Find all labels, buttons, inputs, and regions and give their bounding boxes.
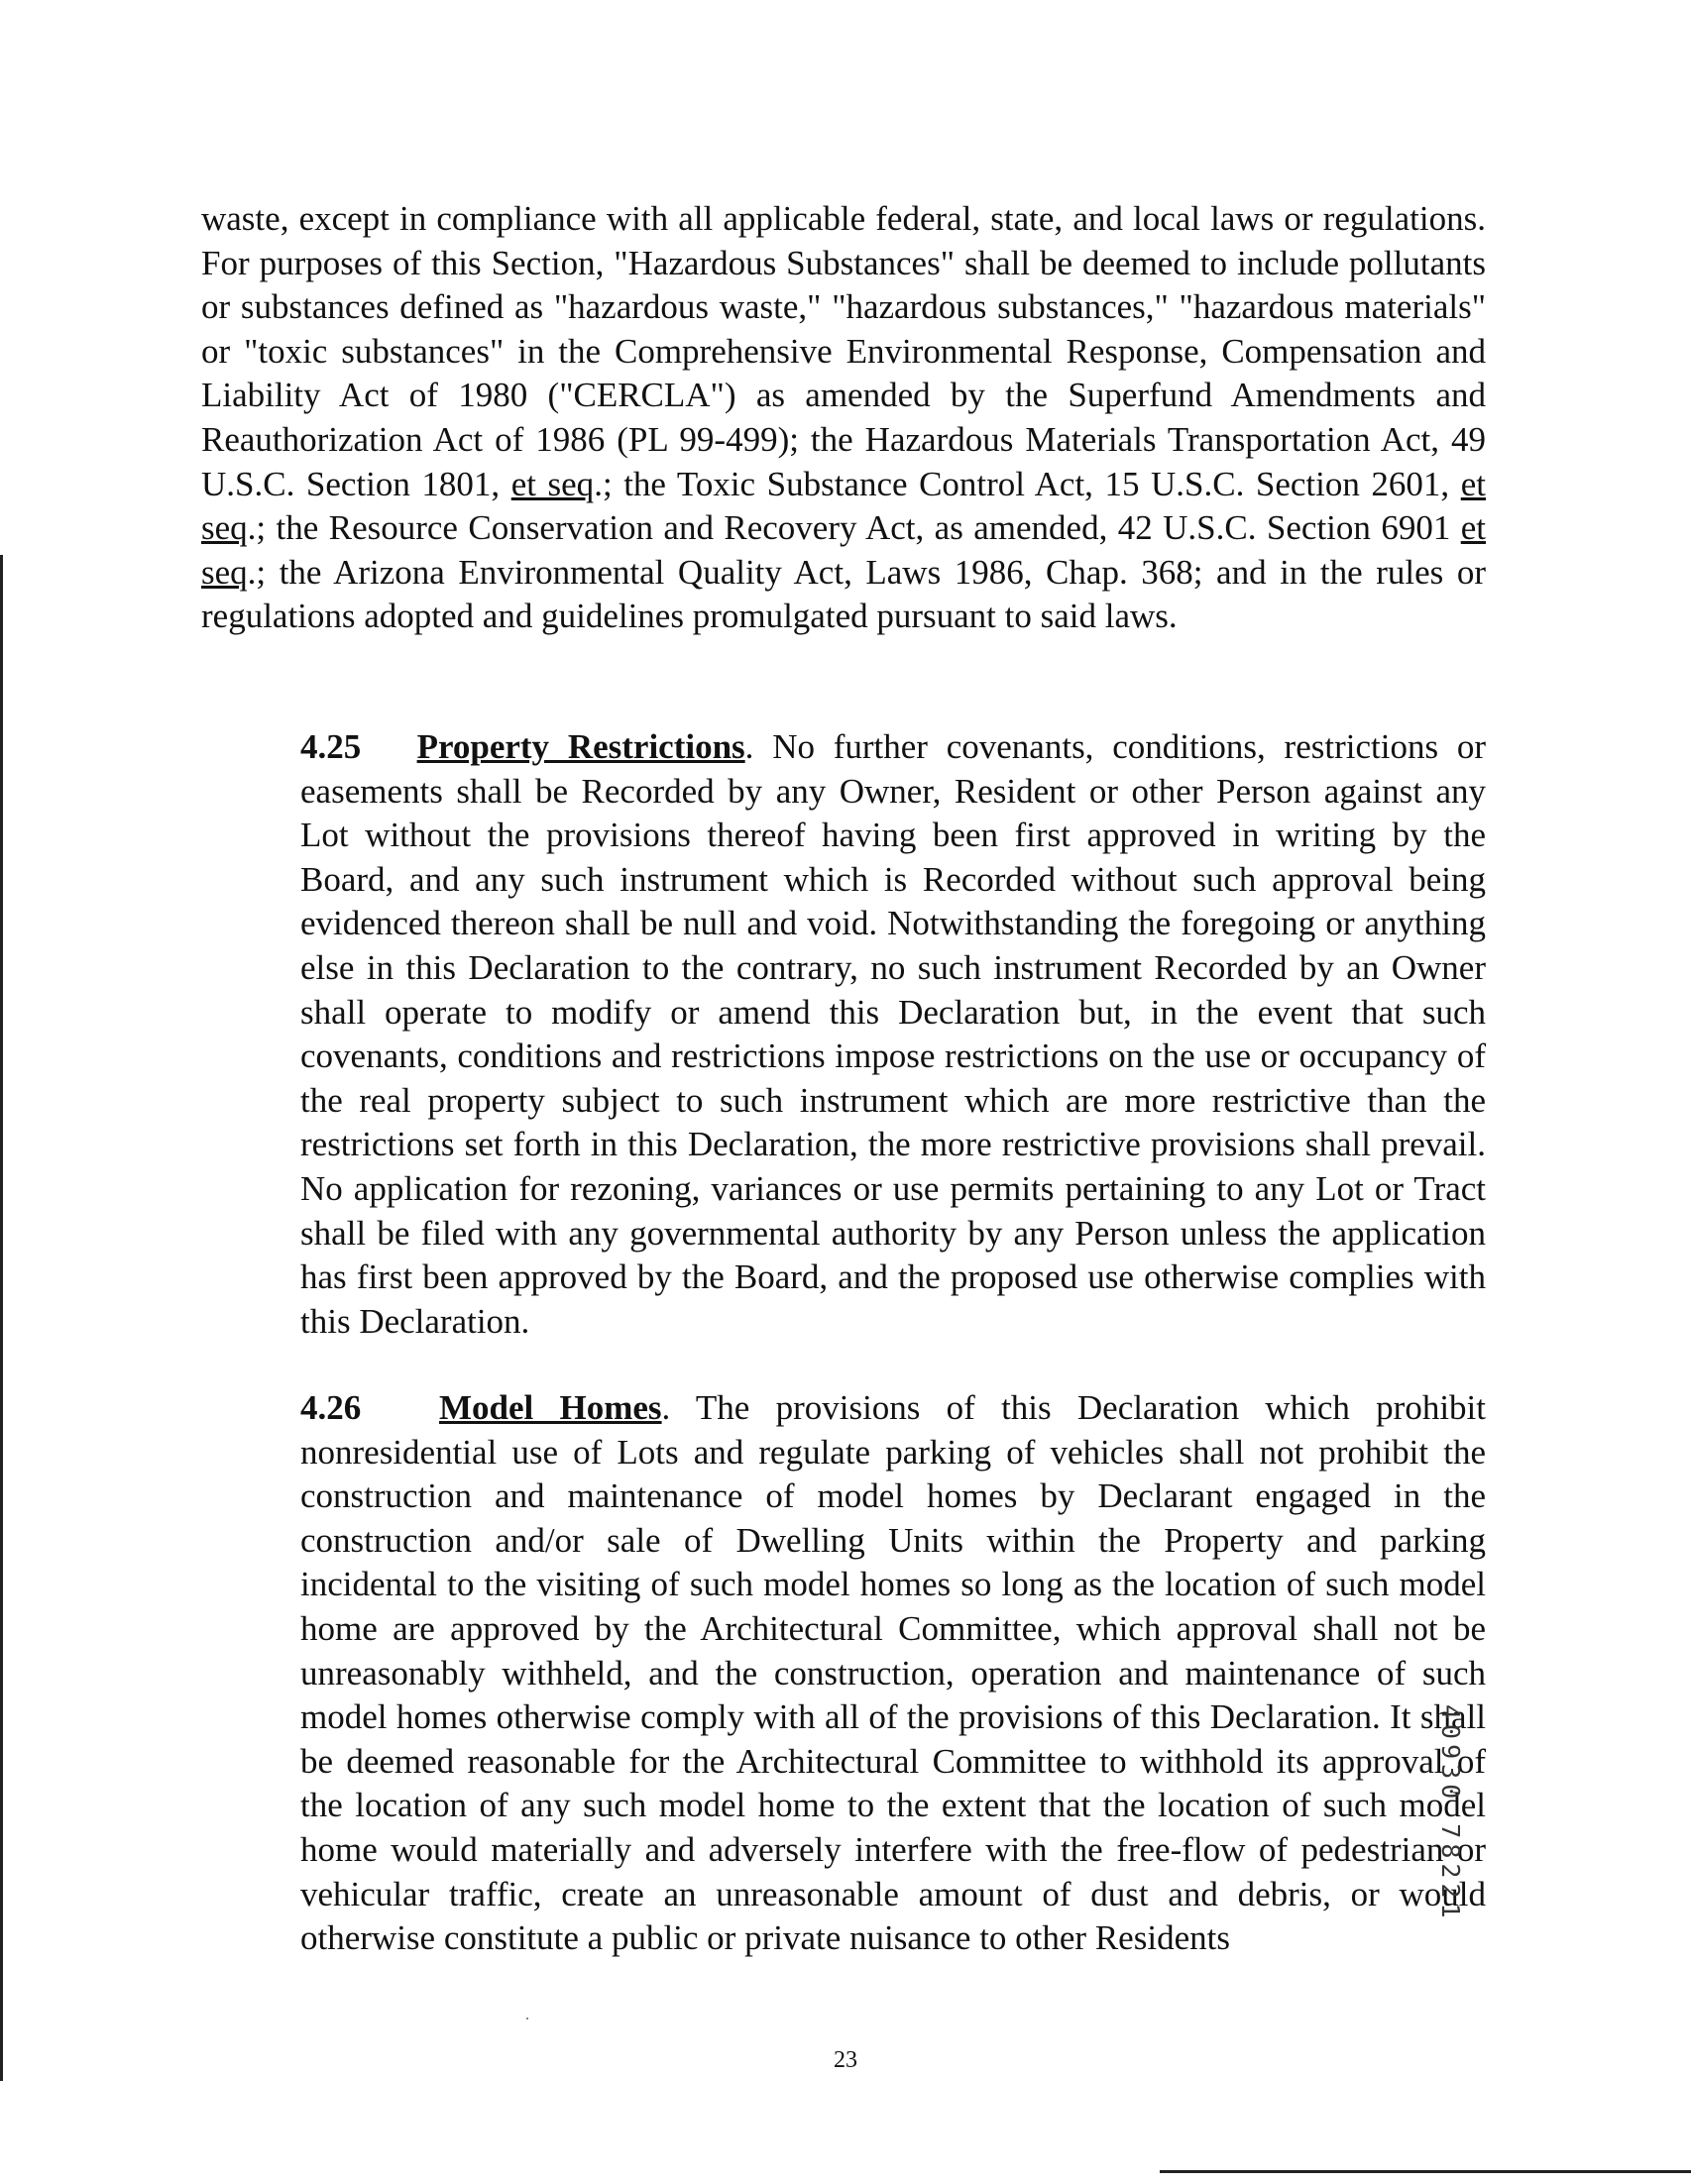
- et-seq-underlined: et seq: [510, 464, 595, 503]
- section-body: The provisions of this Declaration which prohibit nonresidential use of Lots and regulate parking of vehicles shall not prohibit the construction and maintenance of model homes by Declarant engaged in the construction and/or sale of Dwelling Units within the Property and parking incidental to the visiting of such model homes so long as the location of such model home are approved by the Architectural Committee, which approval shall not be unreasonably withheld, and the construction, operation and maintenance of such model homes otherwise comply with all of the provisions of this Declaration. It shall be deemed reasonable for the Architectural Committee to withhold its approval of the location of any such model home to the extent that the location of such model home would materially and adversely interfere with the free-flow of pedestrian or vehicular traffic, create an unreasonable amount of dust and debris, or would otherwise constitute a public or private nuisance to other Residents: [300, 1388, 1486, 1958]
- et-seq-underlined: et seq: [201, 508, 1486, 592]
- text-run: .; the Arizona Environmental Quality Act, Laws 1986, Chap. 368; and in the rules or regulations adopted and guidelines promulgated pursuant to said laws.: [201, 552, 1486, 636]
- paragraph-text: [201, 197, 1486, 639]
- section-4-26: [201, 1386, 1486, 1961]
- et-seq-underlined: et seq: [201, 464, 1486, 548]
- page-number: 23: [834, 2047, 857, 2073]
- scan-edge-line-left: [0, 555, 3, 2081]
- recording-stamp: 40930 78221: [1436, 1704, 1465, 1923]
- section-title: Model Homes: [439, 1388, 662, 1427]
- section-paragraph: [201, 1386, 1486, 1961]
- section-title-punct: .: [661, 1388, 671, 1427]
- text-run: .; the Resource Conservation and Recovery Act, as amended, 42 U.S.C. Section 6901: [247, 508, 1461, 548]
- text-run: .; the Toxic Substance Control Act, 15 U.S.C. Section 2601,: [594, 464, 1461, 503]
- continued-paragraph: [201, 197, 1486, 639]
- section-number: 4.26: [300, 1388, 362, 1427]
- section-paragraph: [201, 725, 1486, 1344]
- text-run: waste, except in compliance with all applicable federal, state, and local laws or regulations. For purposes of this Section, "Hazardous Substances" shall be deemed to include pollutants or substances defined as "hazardous waste," "hazardous substances," "hazardous materials" or "toxic substances" in the Comprehensive Environmental Response, Compensation and Liability Act of 1980 ("CERCLA") as amended by the Superfund Amendments and Reauthorization Act of 1986 (PL 99-499); the Hazardous Materials Transportation Act, 49 U.S.C. Section 1801,: [201, 199, 1486, 503]
- section-4-25: [201, 725, 1486, 1344]
- section-body: No further covenants, conditions, restrictions or easements shall be Recorded by any Owner, Resident or other Person against any Lot without the provisions thereof having been first approved in writing by the Board, and any such instrument which is Recorded without such approval being evidenced thereon shall be null and void. Notwithstanding the foregoing or anything else in this Declaration to the contrary, no such instrument Recorded by an Owner shall operate to modify or amend this Declaration but, in the event that such covenants, conditions and restrictions impose restrictions on the use or occupancy of the real property subject to such instrument which are more restrictive than the restrictions set forth in this Declaration, the more restrictive provisions shall prevail. No application for rezoning, variances or use permits pertaining to any Lot or Tract shall be filed with any governmental authority by any Person unless the application has first been approved by the Board, and the proposed use otherwise complies with this Declaration.: [300, 727, 1487, 1341]
- section-title: Property Restrictions: [416, 727, 745, 766]
- section-number: 4.25: [300, 727, 362, 766]
- scan-edge-line-bottom: [1160, 2170, 1691, 2173]
- scan-speck: [526, 2018, 528, 2020]
- section-title-punct: .: [744, 727, 754, 766]
